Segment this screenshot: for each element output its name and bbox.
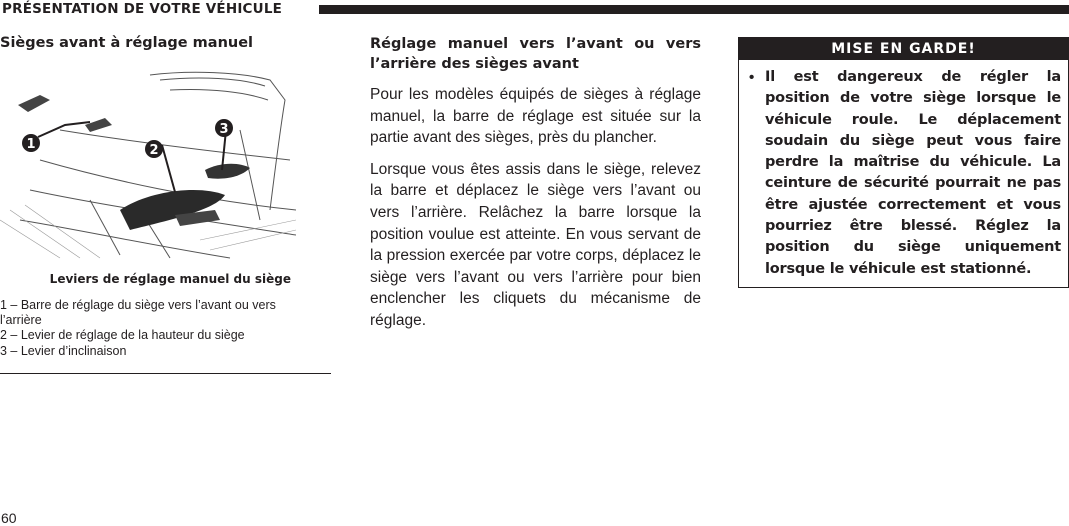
callout-3 xyxy=(215,119,233,137)
warning-bullet: • xyxy=(749,69,755,86)
legend-item: 2 – Levier de réglage de la hauteur du siège xyxy=(0,328,245,342)
body-paragraph: Pour les modèles équipés de sièges à réglage manuel, la barre de réglage est située sur la partie avant des sièges, près du plancher. xyxy=(370,86,701,147)
seat-illustration-svg xyxy=(0,70,296,260)
seat-levers-illustration xyxy=(0,70,296,260)
figure-caption: Leviers de réglage manuel du siège xyxy=(49,272,291,286)
middle-column xyxy=(370,34,701,342)
subsection-title: Réglage manuel vers l’avant ou vers l’arrière des sièges avant xyxy=(370,36,701,72)
legend-item: 3 – Levier d’inclinaison xyxy=(0,343,127,358)
figure-legend xyxy=(0,298,310,358)
section-title: Sièges avant à réglage manuel xyxy=(0,35,254,51)
warning-text: Il est dangereux de régler la position de votre siège lorsque le véhicule roule. Le déplacement soudain du siège peut vous faire perdre la maîtrise du véhicule. La ceinture de sécurité pourrait ne pas être ajustée correctement et vous pourriez être blessé. Réglez la position du siège uniquement lorsque le véhicule est stationné. xyxy=(765,69,1061,277)
left-column xyxy=(0,34,331,359)
body-paragraph: Lorsque vous êtes assis dans le siège, relevez la barre et déplacez le siège vers l’avant ou vers l’arrière. Relâchez la barre lorsque la position voulue est atteinte. En vous servant de la pression exercée par votre corps, déplacez le siège vers l’avant ou vers l’arrière pour bien enclencher les cliquets du mécanisme de réglage. xyxy=(370,160,701,329)
page-number: 60 xyxy=(1,510,17,526)
callout-1 xyxy=(22,134,40,152)
callout-2-label: 2 xyxy=(149,143,159,158)
warning-box xyxy=(738,37,1069,288)
figure-bottom-rule xyxy=(0,373,331,374)
warning-body xyxy=(739,60,1068,280)
callout-1-label: 1 xyxy=(26,137,36,152)
callout-2 xyxy=(145,140,163,158)
header-title: PRÉSENTATION DE VOTRE VÉHICULE xyxy=(2,1,283,17)
page-header xyxy=(0,0,1069,18)
header-rule-bar xyxy=(319,5,1069,14)
callout-3-label: 3 xyxy=(219,122,229,137)
legend-item: 1 – Barre de réglage du siège vers l’avant ou vers l’arrière xyxy=(0,298,276,327)
warning-title: MISE EN GARDE! xyxy=(739,38,1068,60)
